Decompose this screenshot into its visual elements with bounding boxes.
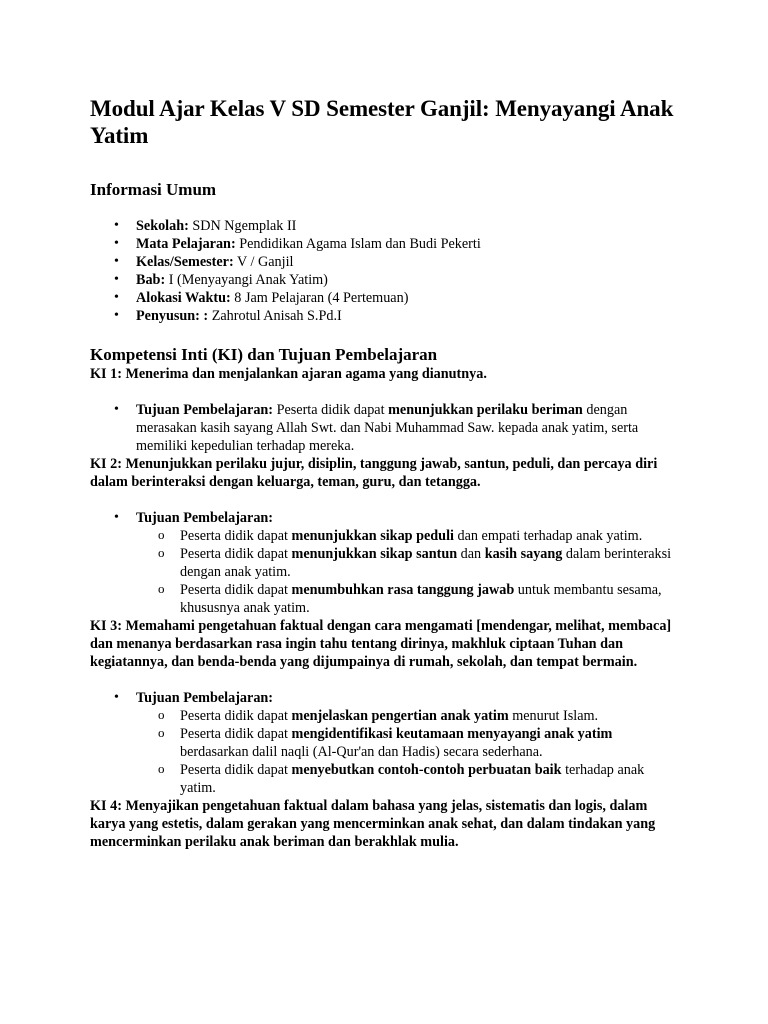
list-item: • Alokasi Waktu: 8 Jam Pelajaran (4 Pertemuan) <box>90 289 680 307</box>
list-item: • Tujuan Pembelajaran: Peserta didik dapat menunjukkan perilaku beriman dengan merasakan kasih sayang Allah Swt. dan Nabi Muhammad Saw. kepada anak yatim, serta memiliki kepedulian terhadap mereka. <box>90 401 680 455</box>
ki-3-statement: KI 3: Memahami pengetahuan faktual dengan cara mengamati [mendengar, melihat, membaca] dan menanya berdasarkan rasa ingin tahu tentang dirinya, makhluk ciptaan Tuhan dan kegiatannya, dan benda-benda yang dijumpainya di rumah, sekolah, dan tempat bermain. <box>90 618 672 670</box>
sublist-item: o Peserta didik dapat menjelaskan pengertian anak yatim menurut Islam. <box>90 707 680 725</box>
ki-2-sublist <box>90 527 680 617</box>
ki-2-statement: KI 2: Menunjukkan perilaku jujur, disiplin, tanggung jawab, santun, peduli, dan percaya diri dalam berinteraksi dengan keluarga, teman, guru, dan tetangga. <box>90 456 658 490</box>
info-list <box>90 217 680 325</box>
sublist-item: o Peserta didik dapat menunjukkan sikap santun dan kasih sayang dalam berinteraksi dengan anak yatim. <box>90 545 680 581</box>
ki-4-statement: KI 4: Menyajikan pengetahuan faktual dalam bahasa yang jelas, sistematis dan logis, dalam karya yang estetis, dalam gerakan yang mencerminkan anak sehat, dan dalam tindakan yang mencerminkan perilaku anak beriman dan berakhlak mulia. <box>90 798 656 850</box>
ki-3-sublist <box>90 707 680 797</box>
sublist-item: o Peserta didik dapat mengidentifikasi keutamaan menyayangi anak yatim berdasarkan dalil naqli (Al-Qur'an dan Hadis) secara sederhana. <box>90 725 680 761</box>
ki-2-goals <box>90 509 680 617</box>
list-item: • Kelas/Semester: V / Ganjil <box>90 253 680 271</box>
list-item: • Penyusun: : Zahrotul Anisah S.Pd.I <box>90 307 680 325</box>
list-item: • Mata Pelajaran: Pendidikan Agama Islam dan Budi Pekerti <box>90 235 680 253</box>
sublist-item: o Peserta didik dapat menyebutkan contoh-contoh perbuatan baik terhadap anak yatim. <box>90 761 680 797</box>
ki-1-statement: KI 1: Menerima dan menjalankan ajaran agama yang dianutnya. <box>90 366 487 382</box>
list-item: • Tujuan Pembelajaran: o Peserta didik dapat menunjukkan sikap peduli dan empati terhadap anak yatim. o Peserta didik dapat menunjukkan sikap santun dan kasih sayang dalam berinteraksi dengan anak yatim. o Peserta didik dapat menumbuhkan rasa tanggung jawab untuk membantu sesama, khususnya anak yatim. <box>90 509 680 617</box>
sublist-item: o Peserta didik dapat menumbuhkan rasa tanggung jawab untuk membantu sesama, khususnya anak yatim. <box>90 581 680 617</box>
ki-3-goals <box>90 689 680 797</box>
list-item: • Tujuan Pembelajaran: o Peserta didik dapat menjelaskan pengertian anak yatim menurut Islam. o Peserta didik dapat mengidentifikasi keutamaan menyayangi anak yatim berdasarkan dalil naqli (Al-Qur'an dan Hadis) secara sederhana. o Peserta didik dapat menyebutkan contoh-contoh perbuatan baik terhadap anak yatim. <box>90 689 680 797</box>
sublist-item: o Peserta didik dapat menunjukkan sikap peduli dan empati terhadap anak yatim. <box>90 527 680 545</box>
list-item: • Bab: I (Menyayangi Anak Yatim) <box>90 271 680 289</box>
section-heading-kompetensi-inti: Kompetensi Inti (KI) dan Tujuan Pembelajaran <box>90 345 438 364</box>
section-heading-informasi-umum: Informasi Umum <box>90 180 217 199</box>
ki-1-goals <box>90 401 680 455</box>
list-item: • Sekolah: SDN Ngemplak II <box>90 217 680 235</box>
document-title: Modul Ajar Kelas V SD Semester Ganjil: Menyayangi Anak Yatim <box>90 96 674 148</box>
